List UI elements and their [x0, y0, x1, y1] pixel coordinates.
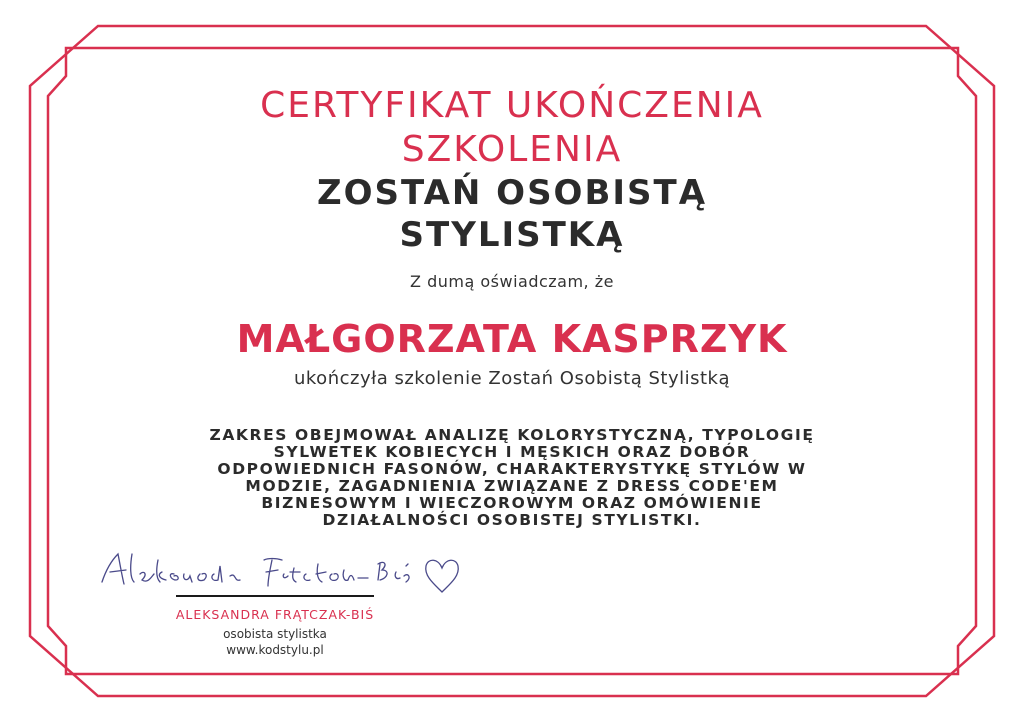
signer-name: ALEKSANDRA FRĄTCZAK-BIŚ	[175, 607, 375, 622]
recipient-name: MAŁGORZATA KASPRZYK	[236, 317, 788, 361]
signer-role: osobista stylistka	[223, 627, 327, 641]
completion-text: ukończyła szkolenie Zostań Osobistą Stylistką	[293, 368, 731, 389]
handwritten-signature	[96, 546, 476, 602]
intro-text: Z dumą oświadczam, że	[410, 272, 614, 291]
signature-line	[176, 595, 374, 597]
certificate-title: CERTYFIKAT UKOŃCZENIA SZKOLENIA	[260, 85, 764, 170]
signer-website: www.kodstylu.pl	[226, 643, 324, 657]
course-title: ZOSTAŃ OSOBISTĄ STYLISTKĄ	[316, 173, 708, 255]
course-scope-text: ZAKRES OBEJMOWAŁ ANALIZĘ KOLORYSTYCZNĄ, TYPOLOGIĘ SYLWETEK KOBIECYCH I MĘSKICH ORAZ DOBÓR ODPOWIEDNICH FASONÓW, CHARAKTERYSTYKĘ STYLÓW W MODZIE, ZAGADNIENIA ZWIĄZANE Z DRESS CODE'EM BIZNESOWYM I WIECZOROWYM ORAZ OMÓWIENIE DZIAŁALNOŚCI OSOBISTEJ STYLISTKI.	[209, 426, 815, 529]
